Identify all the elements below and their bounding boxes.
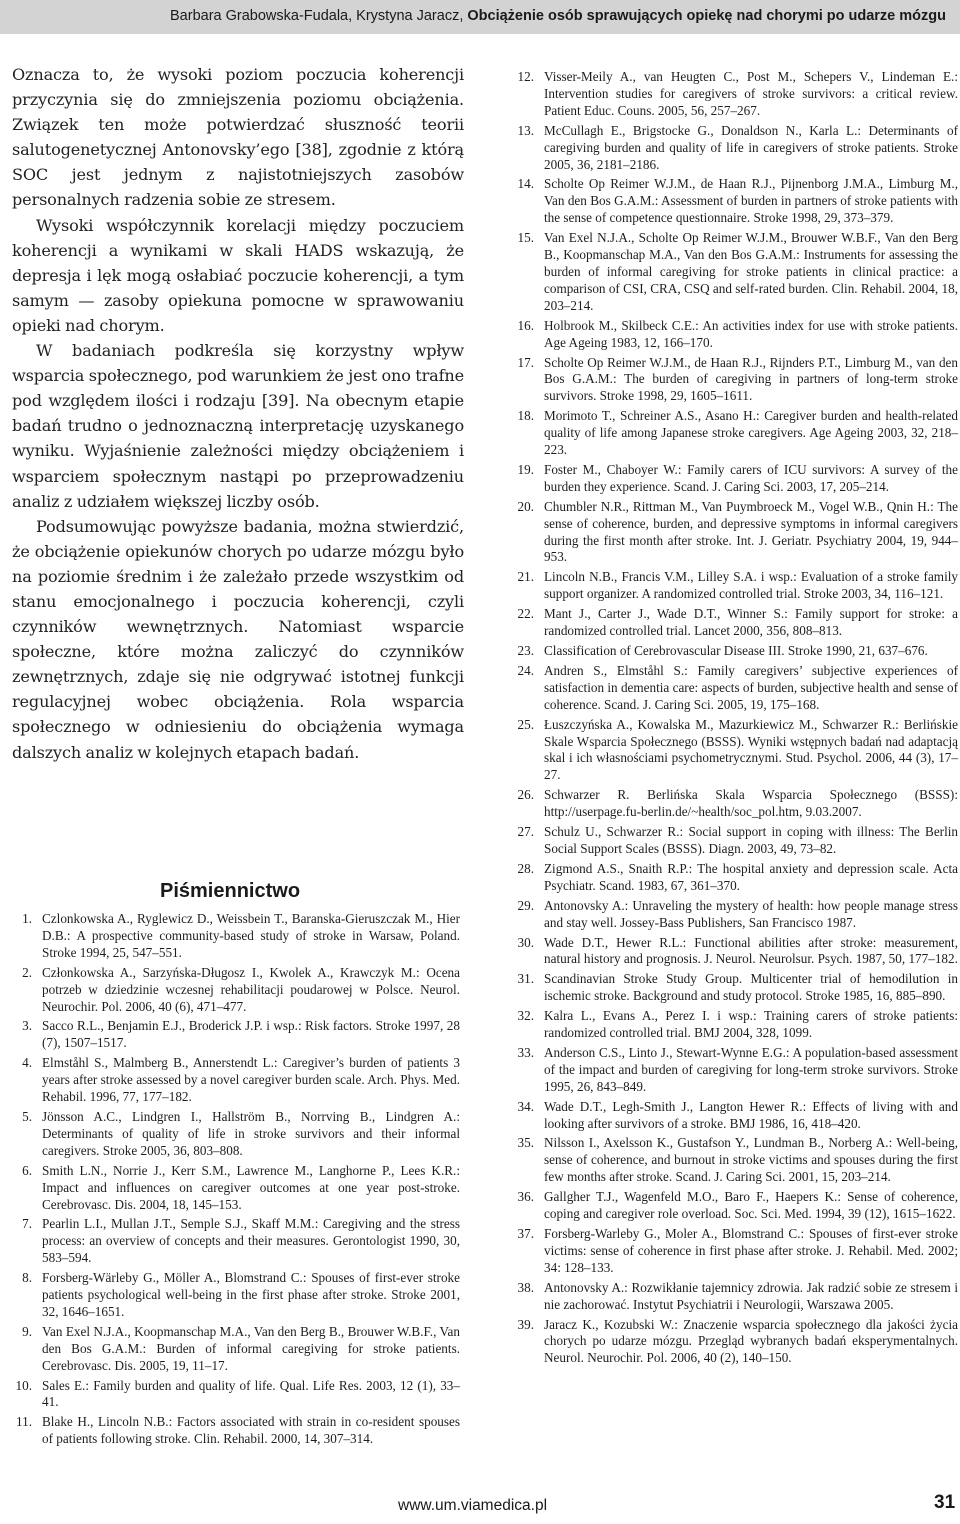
reference-number: 1.: [22, 911, 32, 926]
reference-text: Czlonkowska A., Ryglewicz D., Weissbein T., Baranska-Gieruszczak M., Hier D.B.: A prospective community-based study of stroke in Warsaw, Poland. Stroke 1994, 25, 547–551.: [42, 911, 460, 960]
reference-number: 33.: [517, 1044, 534, 1060]
reference-text: Sacco R.L., Benjamin E.J., Broderick J.P. i wsp.: Risk factors. Stroke 1997, 28 (7), 1507–1517.: [42, 1018, 460, 1051]
reference-item: [2, 1378, 460, 1412]
reference-item: [504, 499, 958, 567]
body-paragraph: W badaniach podkreśla się korzystny wpływ wsparcia społecznego, pod warunkiem że jest ono trafne pod względem ilości i rodzaju [39]. Na obecnym etapie badań trudno o jednoznaczną interpretację uzyskanego wyniku. Wyjaśnienie zależności między obciążeniem i wsparciem społecznym nastąpi po przeprowadzeniu analiz z udziałem większej liczby osób.: [12, 341, 464, 511]
reference-number: 10.: [15, 1377, 32, 1393]
running-header-text: [170, 8, 946, 24]
reference-number: 30.: [517, 934, 534, 950]
reference-item: [504, 898, 958, 932]
footer-url[interactable]: www.um.viamedica.pl: [398, 1497, 548, 1514]
reference-number: 36.: [517, 1189, 534, 1205]
reference-number: 38.: [517, 1279, 534, 1295]
reference-item: [504, 1045, 958, 1096]
reference-item: [504, 606, 958, 640]
reference-item: [504, 1135, 958, 1186]
reference-text: Jönsson A.C., Lindgren I., Hallström B., Norrving B., Lindgren A.: Determinants of quality of life in stroke survivors and their informal caregivers. Stroke 2005, 36, 803–808.: [42, 1108, 460, 1158]
reference-text: Pearlin L.I., Mullan J.T., Semple S.J., Skaff M.M.: Caregiving and the stress process: an overview of concepts and their measures. Gerontologist 1990, 30, 583–594.: [42, 1216, 460, 1266]
reference-text: Van Exel N.J.A., Scholte Op Reimer W.J.M., Brouwer W.B.F., Van den Berg B., Koopmanschap M.A., Van den Bos G.A.M.: Instruments for assessing the burden of informal caregiving for stroke patients in clinical practice: a comparison of CSI, CRA, CSQ and self-rated burden. Clin. Rehabil. 2004, 18, 203–214.: [544, 230, 958, 313]
reference-text: Schwarzer R. Berlińska Skala Wsparcia Społecznego (BSSS): http://userpage.fu-berlin.de/~health/soc_pol.htm, 9.03.2007.: [544, 787, 958, 820]
reference-number: 5.: [22, 1108, 32, 1124]
reference-number: 16.: [517, 317, 534, 333]
reference-number: 3.: [22, 1018, 32, 1034]
reference-number: 25.: [517, 716, 534, 732]
reference-item: [2, 1109, 460, 1160]
reference-item: [504, 717, 958, 785]
reference-item: [504, 176, 958, 227]
reference-number: 14.: [517, 176, 534, 192]
reference-text: Lincoln N.B., Francis V.M., Lilley S.A. i wsp.: Evaluation of a stroke family support organizer. A randomized controlled trial. Stroke 2003, 34, 116–121.: [544, 569, 958, 602]
reference-number: 28.: [517, 860, 534, 876]
body-paragraph: Podsumowując powyższe badania, można stwierdzić, że obciążenie opiekunów chorych po udarze mózgu było na poziomie średnim i że zależało przede wszystkim od stanu emocjonalnego i poczucia koherencji, czyli czynników wewnętrznych. Natomiast wsparcie społeczne, które można zaliczyć do czynników zewnętrznych, zdaje się nie odgrywać istotnej funkcji regulacyjnej wobec obciążenia. Rola wsparcia społecznego w odniesieniu do obciążenia wymaga dalszych analiz w kolejnych etapach badań.: [12, 516, 464, 762]
reference-text: Blake H., Lincoln N.B.: Factors associated with strain in co-resident spouses of patients following stroke. Clin. Rehabil. 2000, 14, 307–314.: [42, 1414, 460, 1447]
reference-item: [504, 1099, 958, 1133]
reference-item: [504, 663, 958, 714]
reference-number: 37.: [517, 1226, 534, 1241]
reference-item: [504, 1280, 958, 1314]
reference-number: 23.: [517, 643, 534, 658]
reference-number: 19.: [517, 461, 534, 477]
reference-text: Anderson C.S., Linto J., Stewart-Wynne E.G.: A population-based assessment of the impact and burden of caregiving for long-term stroke survivors. Stroke 1995, 26, 843–849.: [544, 1044, 958, 1094]
reference-number: 39.: [517, 1316, 534, 1332]
reference-item: [2, 1414, 460, 1448]
reference-number: 12.: [517, 69, 534, 84]
body-paragraph: Oznacza to, że wysoki poziom poczucia koherencji przyczynia się do zmniejszenia poziomu obciążenia. Związek ten może potwierdzać słuszność teorii salutogenetycznej Antonovsky’ego [38], zgodnie z którą SOC jest jednym z najistotniejszych zasobów personalnych radzenia sobie ze stresem.: [12, 65, 464, 210]
reference-text: Smith L.N., Norrie J., Kerr S.M., Lawrence M., Langhorne P., Lees K.R.: Impact and influences on caregiver outcomes at one year post-stroke. Cerebrovasc. Dis. 2004, 18, 145–153.: [42, 1162, 460, 1212]
reference-item: [2, 1163, 460, 1214]
reference-text: Schulz U., Schwarzer R.: Social support in coping with illness: The Berlin Social Support Scales (BSSS). Diagn. 2003, 49, 73–82.: [544, 824, 958, 856]
reference-list-right: [504, 69, 958, 1370]
reference-text: Mant J., Carter J., Wade D.T., Winner S.: Family support for stroke: a randomized controlled trial. Lancet 2000, 356, 808–813.: [544, 606, 958, 639]
reference-text: Chumbler N.R., Rittman M., Van Puymbroeck M., Vogel W.B., Qnin H.: The sense of coherence, burden, and depressive symptoms in informal caregivers during the first month after stroke. Int. J. Geriatr. Psychiatry 2004, 19, 944–953.: [544, 498, 958, 565]
reference-text: Scholte Op Reimer W.J.M., de Haan R.J., Rijnders P.T., Limburg M., van den Bos G.A.M.: The burden of caregiving in partners of long-term stroke survivors. Stroke 1998, 29, 1605–1611.: [544, 354, 958, 404]
reference-number: 26.: [517, 787, 534, 803]
reference-text: Scandinavian Stroke Study Group. Multicenter trial of hemodilution in ischemic stroke. Background and study protocol. Stroke 1985, 16, 885–890.: [544, 971, 958, 1004]
reference-item: [504, 1226, 958, 1277]
reference-item: [504, 355, 958, 406]
reference-text: Gallgher T.J., Wagenfeld M.O., Baro F., Haepers K.: Sense of coherence, coping and caregiver role overload. Soc. Sci. Med. 1994, 39 (12), 1615–1622.: [544, 1189, 958, 1222]
reference-number: 24.: [517, 662, 534, 678]
reference-item: [2, 911, 460, 962]
reference-item: [504, 408, 958, 459]
body-paragraph: Wysoki współczynnik korelacji między poczuciem koherencji a wynikami w skali HADS wskazują, że depresja i lęk mogą osłabiać poczucie koherencji, a tym samym — zasoby opiekuna pomocne w sprawowaniu opieki nad chorym.: [12, 215, 464, 335]
reference-text: Zigmond A.S., Snaith R.P.: The hospital anxiety and depression scale. Acta Psychiatr. Scand. 1983, 67, 361–370.: [544, 860, 958, 893]
reference-text: Wade D.T., Hewer R.L.: Functional abilities after stroke: measurement, natural history and prognosis. J. Neurol. Neurolsur. Psych. 1987, 50, 177–182.: [544, 934, 958, 967]
reference-item: [2, 1324, 460, 1375]
reference-item: [2, 965, 460, 1016]
reference-number: 32.: [517, 1008, 534, 1024]
reference-number: 2.: [22, 964, 32, 980]
reference-number: 29.: [517, 897, 534, 913]
header-article-title: Obciążenie osób sprawujących opiekę nad chorymi po udarze mózgu: [467, 8, 946, 24]
reference-text: Antonovsky A.: Rozwikłanie tajemnicy zdrowia. Jak radzić sobie ze stresem i nie zachorować. Instytut Psychiatrii i Neurologii, Warszawa 2005.: [544, 1279, 958, 1312]
reference-number: 13.: [517, 122, 534, 138]
bibliography-heading: Piśmiennictwo: [160, 880, 301, 902]
reference-number: 7.: [22, 1216, 32, 1232]
reference-number: 35.: [517, 1135, 534, 1151]
reference-text: McCullagh E., Brigstocke G., Donaldson N., Karla L.: Determinants of caregiving burden and quality of life in caregivers of stroke patients. Stroke 2005, 36, 2181–2186.: [544, 122, 958, 172]
reference-number: 27.: [517, 824, 534, 840]
reference-text: Van Exel N.J.A., Koopmanschap M.A., Van den Berg B., Brouwer W.B.F., Van den Bos G.A.M.: Burden of informal caregiving for stroke patients. Cerebrovasc. Dis. 2005, 19, 11–17.: [42, 1323, 460, 1373]
reference-number: 21.: [517, 569, 534, 585]
reference-text: Członkowska A., Sarzyńska-Długosz I., Kwolek A., Krawczyk M.: Ocena potrzeb w dziedzinie wczesnej rehabilitacji poudarowej w Polsce. Neurol. Neurochir. Pol. 2006, 40 (6), 471–477.: [42, 964, 460, 1014]
reference-item: [504, 1189, 958, 1223]
reference-text: Kalra L., Evans A., Perez I. i wsp.: Training carers of stroke patients: randomized controlled trial. BMJ 2004, 328, 1099.: [544, 1008, 958, 1041]
reference-text: Scholte Op Reimer W.J.M., de Haan R.J., Pijnenborg J.M.A., Limburg M., Van den Bos G.A.M.: Assessment of burden in partners of stroke patients with the sense of competence questionnaire. Stroke 1998, 29, 373–379.: [544, 176, 958, 226]
reference-number: 22.: [517, 606, 534, 622]
reference-text: Antonovsky A.: Unraveling the mystery of health: how people manage stress and stay well. Jossey-Bass Publishers, San Francisco 1987.: [544, 897, 958, 930]
reference-item: [504, 1008, 958, 1042]
reference-number: 8.: [22, 1270, 32, 1286]
reference-item: [504, 1317, 958, 1368]
reference-text: Andren S., Elmståhl S.: Family caregivers’ subjective experiences of satisfaction in dementia care: aspects of burden, subjective health and sense of coherence. Scand. J. Caring Sci. 2005, 19, 175–168.: [544, 662, 958, 712]
reference-text: Morimoto T., Schreiner A.S., Asano H.: Caregiver burden and health-related quality of life among Japanese stroke caregivers. Age Ageing 2003, 32, 218–223.: [544, 408, 958, 458]
reference-item: [2, 1018, 460, 1052]
reference-text: Visser-Meily A., van Heugten C., Post M., Schepers V., Lindeman E.: Intervention studies for caregivers of stroke survivors: a critical review. Patient Educ. Couns. 2005, 56, 257–267.: [544, 69, 958, 118]
reference-item: [504, 569, 958, 603]
reference-text: Holbrook M., Skilbeck C.E.: An activities index for use with stroke patients. Age Ageing 1983, 12, 166–170.: [544, 317, 958, 350]
reference-text: Foster M., Chaboyer W.: Family carers of ICU survivors: A survey of the burden they experience. Scand. J. Caring Sci. 2003, 17, 205–214.: [544, 461, 958, 494]
reference-number: 11.: [16, 1414, 32, 1430]
reference-item: [2, 1216, 460, 1267]
reference-item: [504, 787, 958, 821]
reference-number: 34.: [517, 1098, 534, 1114]
reference-text: Wade D.T., Legh-Smith J., Langton Hewer R.: Effects of living with and looking after survivors of a stroke. BMJ 1986, 16, 418–420.: [544, 1098, 958, 1131]
running-header: [0, 0, 960, 34]
body-text-column: [12, 62, 464, 765]
reference-text: Sales E.: Family burden and quality of life. Qual. Life Res. 2003, 12 (1), 33–41.: [42, 1377, 460, 1410]
reference-text: Łuszczyńska A., Kowalska M., Mazurkiewicz M., Schwarzer R.: Berlińskie Skale Wsparcia Społecznego (BSSS). Wyniki wstępnych badań nad adaptacją skal i ich własnościami psychometrycznymi. Stud. Psychol. 2006, 44 (3), 17–27.: [544, 716, 958, 783]
reference-text: Classification of Cerebrovascular Disease III. Stroke 1990, 21, 637–676.: [544, 643, 928, 658]
reference-text: Forsberg-Warleby G., Moler A., Blomstrand C.: Spouses of first-ever stroke victims: sense of coherence in first phase after stroke. J. Rehabil. Med. 2002; 34: 128–133.: [544, 1226, 958, 1275]
reference-text: Forsberg-Wärleby G., Möller A., Blomstrand C.: Spouses of first-ever stroke patients psychological well-being in the first phase after stroke. Stroke 2001, 32, 1646–1651.: [42, 1270, 460, 1319]
reference-number: 9.: [22, 1323, 32, 1339]
reference-number: 31.: [517, 971, 534, 987]
reference-number: 15.: [517, 230, 534, 246]
reference-item: [504, 861, 958, 895]
reference-list-left: [2, 911, 460, 1451]
reference-item: [504, 462, 958, 496]
reference-item: [504, 643, 958, 660]
reference-item: [504, 824, 958, 858]
page-number: 31: [934, 1492, 956, 1513]
reference-item: [504, 935, 958, 969]
header-authors: Barbara Grabowska-Fudala, Krystyna Jaracz,: [170, 8, 468, 24]
reference-item: [504, 971, 958, 1005]
reference-number: 20.: [517, 498, 534, 514]
reference-number: 4.: [22, 1055, 32, 1071]
reference-text: Jaracz K., Kozubski W.: Znaczenie wsparcia społecznego dla jakości życia chorych po udarze mózgu. Przegląd wybranych badań eksperymentalnych. Neurol. Neurochir. Pol. 2006, 40 (2), 140–150.: [544, 1316, 958, 1366]
reference-item: [2, 1270, 460, 1321]
reference-item: [504, 230, 958, 315]
reference-item: [2, 1055, 460, 1106]
reference-item: [504, 318, 958, 352]
reference-text: Nilsson I., Axelsson K., Gustafson Y., Lundman B., Norberg A.: Well-being, sense of coherence, and burnout in stroke victims and spouses during the first few months after stroke. Scand. J. Caring Sci. 2001, 15, 203–214.: [544, 1135, 958, 1185]
reference-item: [504, 69, 958, 120]
reference-number: 6.: [22, 1162, 32, 1178]
reference-number: 17.: [517, 354, 534, 370]
reference-item: [504, 123, 958, 174]
reference-number: 18.: [517, 408, 534, 424]
reference-text: Elmståhl S., Malmberg B., Annerstendt L.: Caregiver’s burden of patients 3 years after stroke assessed by a novel caregiver burden scale. Arch. Phys. Med. Rehabil. 1996, 77, 177–182.: [42, 1055, 460, 1105]
